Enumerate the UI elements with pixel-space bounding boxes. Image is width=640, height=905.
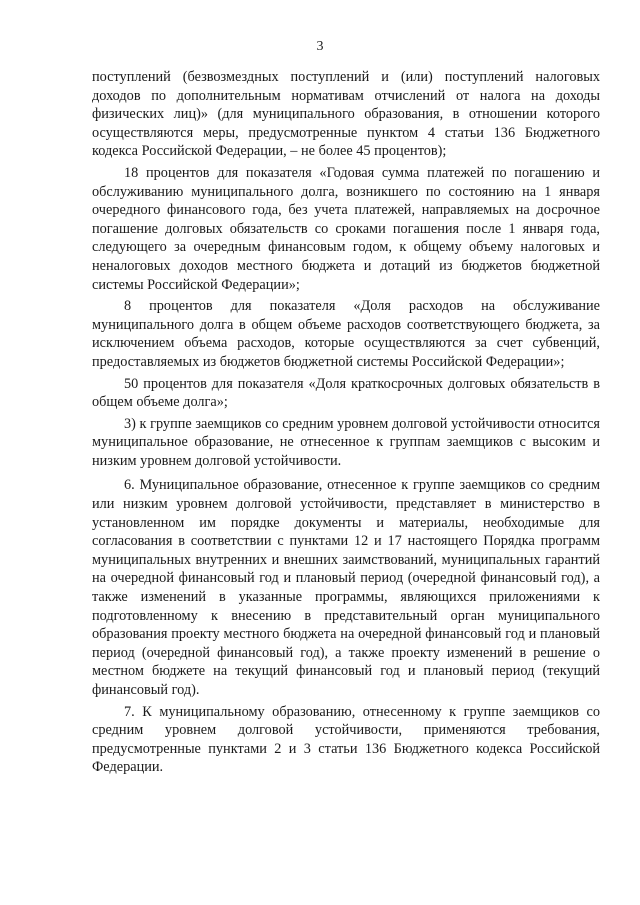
- paragraph-8-percent: 8 процентов для показателя «Доля расходов на обслуживание муниципального долга в общем объеме расходов соответствующего бюджета, за исключением объема расходов, которые осуществляются за счет субвенций, предоставляемых из бюджетов бюджетной системы Российской Федерации»;: [92, 298, 600, 370]
- paragraph-item-3: 3) к группе заемщиков со средним уровнем долговой устойчивости относится муниципальное образование, не отнесенное к группам заемщиков с высоким и низким уровнем долговой устойчивости.: [92, 415, 600, 469]
- document-body: [92, 68, 600, 777]
- paragraph-50-percent: 50 процентов для показателя «Доля краткосрочных долговых обязательств в общем объеме долга»;: [92, 375, 600, 411]
- paragraph-continuation: поступлений (безвозмездных поступлений и (или) поступлений налоговых доходов по дополнительным нормативам отчислений от налога на доходы физических лиц)» (для муниципального образования, в отношении которого осуществляются меры, предусмотренные пунктом 4 статьи 136 Бюджетного кодекса Российской Федерации, – не более 45 процентов);: [92, 69, 600, 160]
- page-number: 3: [316, 39, 324, 54]
- paragraph-18-percent: 18 процентов для показателя «Годовая сумма платежей по погашению и обслуживанию муниципального долга, возникшего по состоянию на 1 января очередного финансового года, без учета платежей, направляемых на досрочное погашение долговых обязательств со сроками погашения после 1 января года, следующего за очередным финансовым годом, к общему объему налоговых и неналоговых доходов местного бюджета и дотаций из бюджетов бюджетной системы Российской Федерации»;: [92, 164, 600, 293]
- paragraph-section-6: 6. Муниципальное образование, отнесенное к группе заемщиков со средним или низким уровнем долговой устойчивости, представляет в министерство в установленном им порядке документы и материалы, необходимые для согласования в соответствии с пунктами 12 и 17 настоящего Порядка программ муниципальных внутренних и внешних заимствований, муниципальных гарантий на очередной финансовый год и плановый период (очередной финансовый год), а также изменений в указанные программы, являющихся приложениями к подготовленному к внесению в представительный орган муниципального образования проекту местного бюджета на очередной финансовый год и плановый период (очередной финансовый год), а также проекту изменений в решение о местном бюджете на текущий финансовый год и плановый период (текущий финансовый год).: [92, 477, 600, 698]
- paragraph-section-7: 7. К муниципальному образованию, отнесенному к группе заемщиков со средним уровнем долговой устойчивости, применяются требования, предусмотренные пунктами 2 и 3 статьи 136 Бюджетного кодекса Российской Федерации.: [92, 703, 600, 776]
